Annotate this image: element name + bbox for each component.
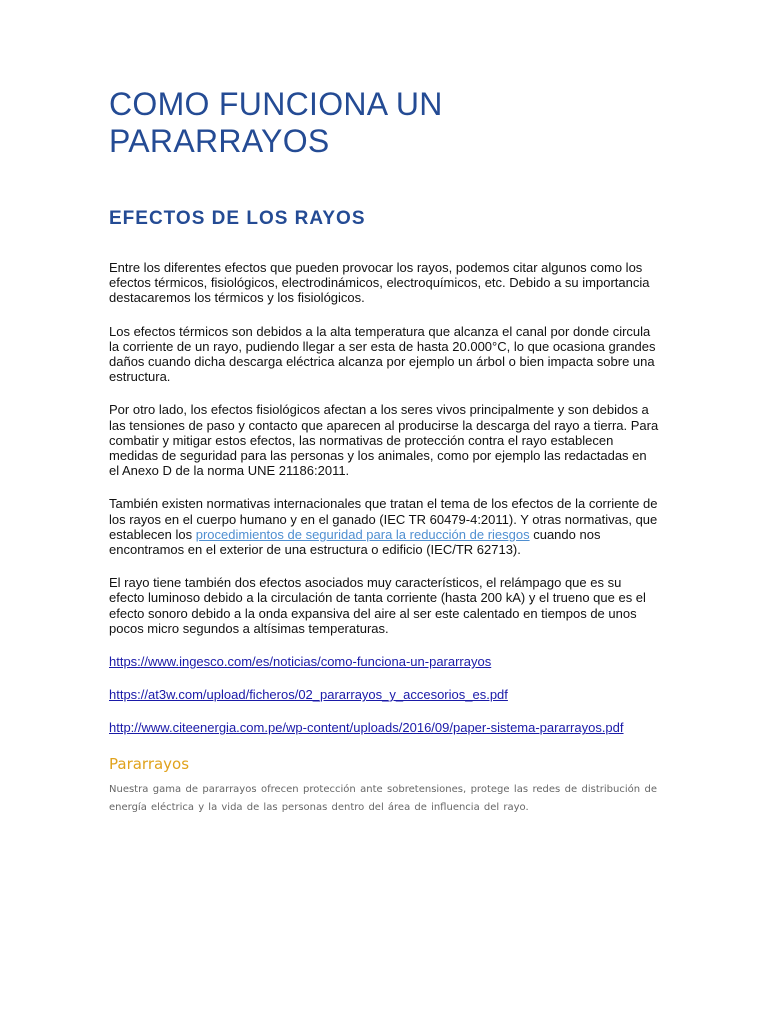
paragraph-thermal-effects: Los efectos térmicos son debidos a la alta temperatura que alcanza el canal por donde circula la corriente de un rayo, pudiendo llegar a ser esta de hasta 20.000°C, lo que ocasiona grandes daños cuando dicha descarga eléctrica alcanza por ejemplo un árbol o bien impacta sobre una estructura. (109, 323, 656, 385)
article-body (109, 260, 659, 736)
paragraph-text: cuando nos encontramos en el exterior de una estructura o edificio (IEC/TR 62713). (109, 526, 601, 558)
document-content (109, 86, 659, 817)
link-row (109, 720, 659, 735)
paragraph-international-standards (109, 496, 659, 557)
section-heading: EFECTOS DE LOS RAYOS (109, 208, 366, 229)
ingesco-link[interactable]: https://www.ingesco.com/es/noticias/como-funciona-un-pararrayos (109, 654, 492, 670)
link-row (109, 654, 659, 669)
paragraph-lightning-thunder: El rayo tiene también dos efectos asociados muy característicos, el relámpago que es su efecto luminoso debido a la circulación de tanta corriente (hasta 200 kA) y el trueno que es el efecto sonoro debido a la onda expansiva del aire al ser este calentado en tiempos de unos pocos micro segundos a altísimas temperaturas. (109, 575, 646, 636)
paragraph-text: También existen normativas internacionales que tratan el tema de los efectos de la corriente de los rayos en el cuerpo humano y en el ganado (IEC TR 60479-4:2011). Y otras normativas, que establecen los (109, 496, 658, 542)
paragraph-effects-intro: Entre los diferentes efectos que pueden provocar los rayos, podemos citar algunos como los efectos térmicos, fisiológicos, electrodinámicos, electroquímicos, etc. Debido a su importancia destacaremos los térmicos y los fisiológicos. (109, 260, 650, 306)
pararrayos-heading: Pararrayos (109, 754, 190, 773)
pararrayos-description: Nuestra gama de pararrayos ofrecen protección ante sobretensiones, protege las redes de distribución de energía eléctrica y la vida de las personas dentro del área de influencia del rayo. (109, 783, 657, 813)
paragraph-physiological-effects: Por otro lado, los efectos fisiológicos afectan a los seres vivos principalmente y son debidos a las tensiones de paso y contacto que aparecen al producirse la descarga del rayo a tierra. Para combatir y mitigar estos efectos, las normativas de protección contra el rayo establecen medidas de seguridad para las personas y los animales, como por ejemplo las redactadas en el Anexo D de la norma UNE 21186:2011. (109, 402, 659, 479)
safety-procedures-link[interactable]: procedimientos de seguridad para la reducción de riesgos (195, 526, 530, 542)
page-title: COMO FUNCIONA UN PARARRAYOS (109, 86, 443, 159)
link-row (109, 687, 659, 702)
pararrayos-section (109, 754, 659, 817)
citeenergia-link[interactable]: http://www.citeenergia.com.pe/wp-content/uploads/2016/09/paper-sistema-pararrayos.pdf (109, 720, 624, 736)
at3w-link[interactable]: https://at3w.com/upload/ficheros/02_pararrayos_y_accesorios_es.pdf (109, 687, 508, 703)
